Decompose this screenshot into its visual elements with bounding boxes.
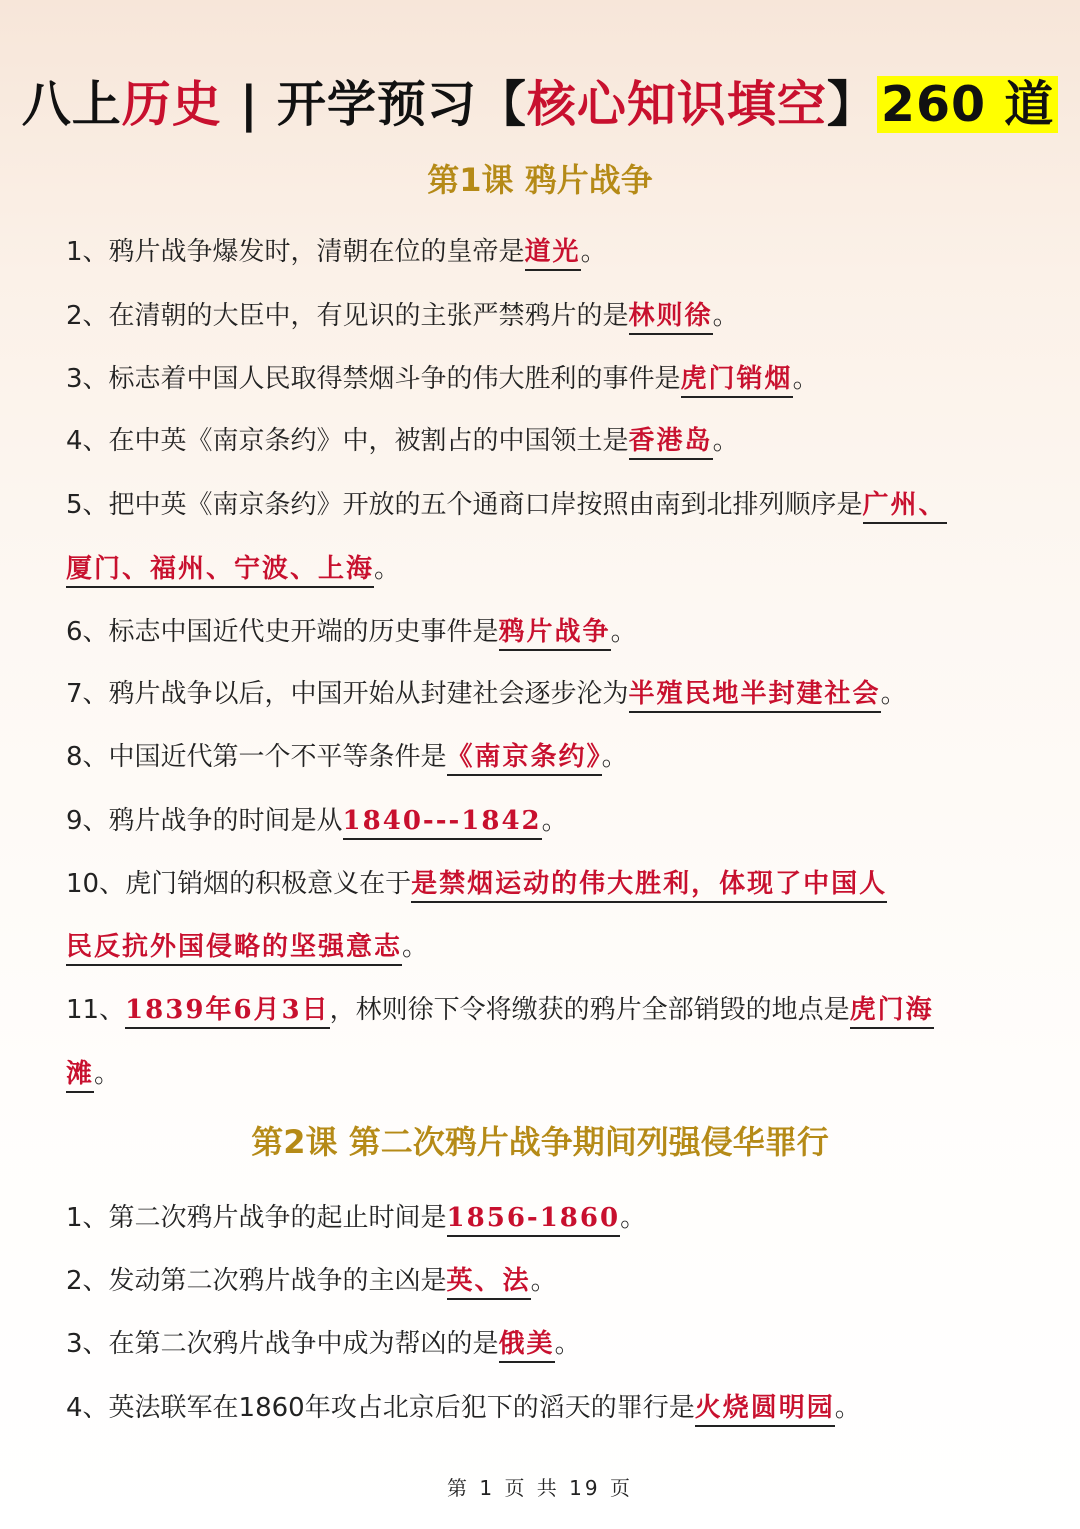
answer: 道光 <box>525 237 581 271</box>
question-1-4 <box>66 409 1036 473</box>
question-1-9 <box>66 789 1036 853</box>
question-text: 4、在中英《南京条约》中，被割占的中国领土是 <box>66 426 629 456</box>
page-title <box>0 62 1080 148</box>
page-number-footer: 第 1 页 共 19 页 <box>447 1476 633 1500</box>
punctuation: 。 <box>880 679 907 709</box>
question-1-6 <box>66 600 1036 664</box>
question-text: 2、在清朝的大臣中，有见识的主张严禁鸦片的是 <box>66 301 629 331</box>
answer: 1856-1860 <box>447 1203 621 1237</box>
title-count-highlight: 260 道 <box>877 76 1058 133</box>
question-2-2 <box>66 1249 1036 1313</box>
punctuation: 。 <box>601 742 628 772</box>
answer: 是禁烟运动的伟大胜利，体现了中国人 <box>411 869 887 903</box>
question-text: ，林则徐下令将缴获的鸦片全部销毁的地点是 <box>329 995 850 1025</box>
question-1-5 <box>66 473 1036 537</box>
question-1-11 <box>66 978 1036 1042</box>
answer: 虎门海 <box>850 995 934 1029</box>
question-text: 2、发动第二次鸦片战争的主凶是 <box>66 1266 447 1296</box>
title-core: 核心知识填空 <box>526 76 827 133</box>
question-text: 6、标志中国近代史开端的历史事件是 <box>66 617 499 647</box>
answer: 香港岛 <box>629 426 713 460</box>
question-2-4 <box>66 1376 1036 1440</box>
answer: 民反抗外国侵略的坚强意志 <box>66 932 402 966</box>
answer: 广州、 <box>863 490 947 524</box>
question-text: 3、标志着中国人民取得禁烟斗争的伟大胜利的事件是 <box>66 364 681 394</box>
punctuation: 。 <box>580 237 607 267</box>
punctuation: 。 <box>374 554 401 584</box>
answer-date: 1839年6月3日 <box>125 995 330 1029</box>
question-1-3 <box>66 347 1036 411</box>
punctuation: 。 <box>712 426 739 456</box>
answer: 1840---1842 <box>343 806 542 840</box>
question-text: 3、在第二次鸦片战争中成为帮凶的是 <box>66 1329 499 1359</box>
question-1-10 <box>66 852 1036 916</box>
lesson1-title: 第1课 鸦片战争 <box>427 161 653 199</box>
question-1-1 <box>66 220 1036 284</box>
title-prep: | 开学预习【 <box>221 76 527 133</box>
title-subject: 历史 <box>121 76 222 133</box>
question-1-11-continued <box>66 1042 1036 1106</box>
punctuation: 。 <box>530 1266 557 1296</box>
question-text: 10、虎门销烟的积极意义在于 <box>66 869 412 899</box>
punctuation: 。 <box>402 932 429 962</box>
punctuation: 。 <box>94 1059 121 1089</box>
question-text: 8、中国近代第一个不平等条件是 <box>66 742 447 772</box>
title-bracket: 】 <box>826 76 877 133</box>
answer: 《南京条约》 <box>447 742 602 776</box>
punctuation: 。 <box>610 617 637 647</box>
question-text: 7、鸦片战争以后，中国开始从封建社会逐步沦为 <box>66 679 629 709</box>
lesson2-title: 第2课 第二次鸦片战争期间列强侵华罪行 <box>251 1123 829 1161</box>
question-1-5-continued <box>66 537 1036 601</box>
question-text: 1、鸦片战争爆发时，清朝在位的皇帝是 <box>66 237 525 267</box>
answer: 半殖民地半封建社会 <box>629 679 881 713</box>
question-2-1 <box>66 1186 1036 1250</box>
question-text: 11、 <box>66 995 126 1025</box>
question-1-8 <box>66 725 1036 789</box>
answer: 滩 <box>66 1059 94 1093</box>
answer: 虎门销烟 <box>681 364 793 398</box>
punctuation: 。 <box>712 301 739 331</box>
question-text: 5、把中英《南京条约》开放的五个通商口岸按照由南到北排列顺序是 <box>66 490 863 520</box>
question-text: 4、英法联军在1860年攻占北京后犯下的滔天的罪行是 <box>66 1393 695 1423</box>
answer: 英、法 <box>447 1266 531 1300</box>
answer: 厦门、福州、宁波、上海 <box>66 554 374 588</box>
title-grade: 八上 <box>21 76 122 133</box>
punctuation: 。 <box>620 1203 647 1233</box>
punctuation: 。 <box>541 806 568 836</box>
question-1-7 <box>66 662 1036 726</box>
answer: 鸦片战争 <box>499 617 611 651</box>
answer: 林则徐 <box>629 301 713 335</box>
question-1-10-continued <box>66 915 1036 979</box>
question-2-3 <box>66 1312 1036 1376</box>
question-text: 9、鸦片战争的时间是从 <box>66 806 343 836</box>
punctuation: 。 <box>834 1393 861 1423</box>
question-1-2 <box>66 284 1036 348</box>
answer: 俄美 <box>499 1329 555 1363</box>
punctuation: 。 <box>792 364 819 394</box>
question-text: 1、第二次鸦片战争的起止时间是 <box>66 1203 447 1233</box>
punctuation: 。 <box>554 1329 581 1359</box>
answer: 火烧圆明园 <box>695 1393 835 1427</box>
